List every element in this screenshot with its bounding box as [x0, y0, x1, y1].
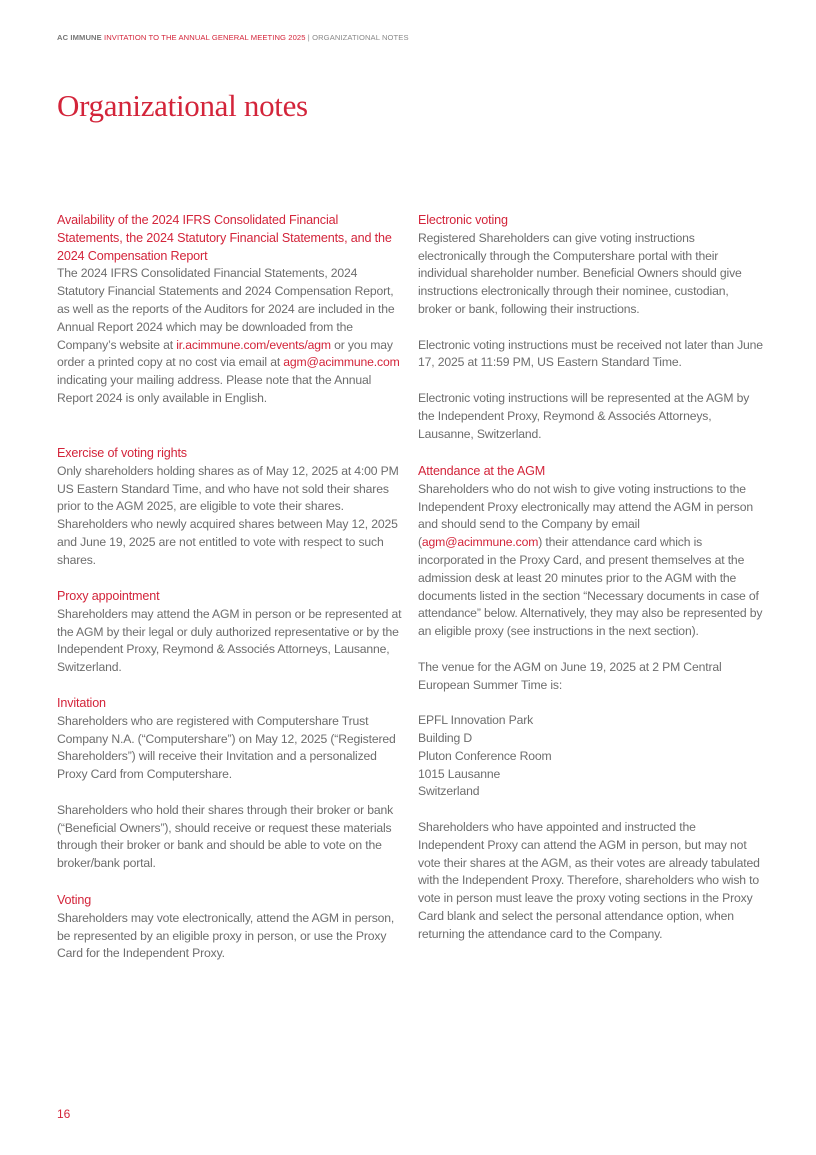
website-link[interactable]: ir.acimmune.com/events/agm [176, 337, 331, 352]
section-body: Shareholders who have appointed and instructed the Independent Proxy can attend the AGM in person, but may not vote their shares at the AGM, as their votes are already tabulated with the Independent Proxy. Therefore, shareholders who wish to vote in person must leave the proxy voting sections in the Proxy Card blank and select the personal attendance option, when returning the attendance card to the Company. [418, 819, 760, 941]
section-heading: Voting [57, 893, 92, 907]
section-heading: Electronic voting [418, 213, 508, 227]
header-document: INVITATION TO THE ANNUAL GENERAL MEETING 2025 [104, 33, 306, 42]
section-body: Electronic voting instructions must be received not later than June 17, 2025 at 11:59 PM, US Eastern Standard Time. [418, 337, 763, 370]
text: Shareholders who do not wish to give voting instructions to the Independent Proxy electronically may attend the AGM in person and should send to the Company by email ( [418, 481, 754, 550]
venue-line: Switzerland [418, 784, 480, 799]
section-heading: Exercise of voting rights [57, 446, 187, 460]
venue-line: Pluton Conference Room [418, 748, 552, 763]
header-brand: AC IMMUNE [57, 33, 102, 42]
section-attendance [418, 463, 764, 944]
section-proxy-appointment [57, 588, 403, 677]
section-availability [57, 212, 403, 408]
venue-line: Building D [418, 730, 473, 745]
section-body: The venue for the AGM on June 19, 2025 at 2 PM Central European Summer Time is: [418, 659, 722, 692]
section-body [418, 481, 764, 641]
venue-address [418, 712, 764, 801]
section-exercise-voting-rights [57, 445, 403, 570]
text: indicating your mailing address. Please note that the Annual Report 2024 is only available in English. [57, 373, 372, 405]
section-heading: Attendance at the AGM [418, 464, 546, 478]
text: ) their attendance card which is incorporated in the Proxy Card, and present themselves at the admission desk at least 20 minutes prior to the AGM with the documents listed in the section “Necessary documents in case of attendance” below. Alternatively, they may also be represented by an eligible proxy (see instructions in the next section). [418, 535, 763, 639]
email-link[interactable]: agm@acimmune.com [421, 535, 539, 550]
page-title: Organizational notes [57, 88, 308, 123]
section-body: Shareholders may vote electronically, attend the AGM in person, be represented by an eligible proxy in person, or use the Proxy Card for the Independent Proxy. [57, 910, 395, 961]
section-body: Shareholders who hold their shares through their broker or bank (“Beneficial Owners”), should receive or request these materials through their broker or bank and should be able to vote on the broker/bank portal. [57, 802, 394, 871]
header-section: ORGANIZATIONAL NOTES [312, 33, 409, 42]
section-heading: Availability of the 2024 IFRS Consolidated Financial Statements, the 2024 Statutory Financial Statements, and the 2024 Compensation Report [57, 213, 392, 263]
section-body: Electronic voting instructions will be represented at the AGM by the Independent Proxy, Reymond & Associés Attorneys, Lausanne, Switzerland. [418, 390, 750, 441]
venue-line: EPFL Innovation Park [418, 713, 534, 728]
section-body: Shareholders may attend the AGM in person or be represented at the AGM by their legal or duly authorized representative or by the Independent Proxy, Reymond & Associés Attorneys, Lausanne, Switzerland. [57, 606, 402, 675]
page-number: 16 [57, 1107, 71, 1121]
section-electronic-voting [418, 212, 764, 443]
section-body: Registered Shareholders can give voting instructions electronically through the Computershare portal with their individual shareholder number. Beneficial Owners should give instructions electronically through their nominee, custodian, broker or bank, following their instructions. [418, 230, 742, 316]
section-heading: Proxy appointment [57, 589, 160, 603]
text: or you may order a printed copy at no cost via email at [57, 337, 393, 370]
email-link[interactable]: agm@acimmune.com [283, 355, 400, 370]
running-header [57, 33, 409, 42]
section-invitation [57, 695, 403, 873]
section-voting [57, 892, 403, 963]
section-body: Shareholders who are registered with Computershare Trust Company N.A. (“Computershare”) on May 12, 2025 (“Registered Shareholders”) will receive their Invitation and a personalized Proxy Card from Computershare. [57, 713, 396, 782]
section-heading: Invitation [57, 696, 106, 710]
header-separator: | [307, 33, 310, 42]
text: The 2024 IFRS Consolidated Financial Statements, 2024 Statutory Financial Statements and 2024 Compensation Report, as well as the reports of the Auditors for 2024 are included in the Annual Report 2024 which may be downloaded from the Company’s website at [57, 266, 395, 352]
section-body [57, 265, 403, 407]
section-body: Only shareholders holding shares as of May 12, 2025 at 4:00 PM US Eastern Standard Time, and who have not sold their shares prior to the AGM 2025, are eligible to vote their shares. Shareholders who newly acquired shares between May 12, 2025 and June 19, 2025 are not entitled to vote with respect to such shares. [57, 463, 399, 567]
venue-line: 1015 Lausanne [418, 766, 501, 781]
